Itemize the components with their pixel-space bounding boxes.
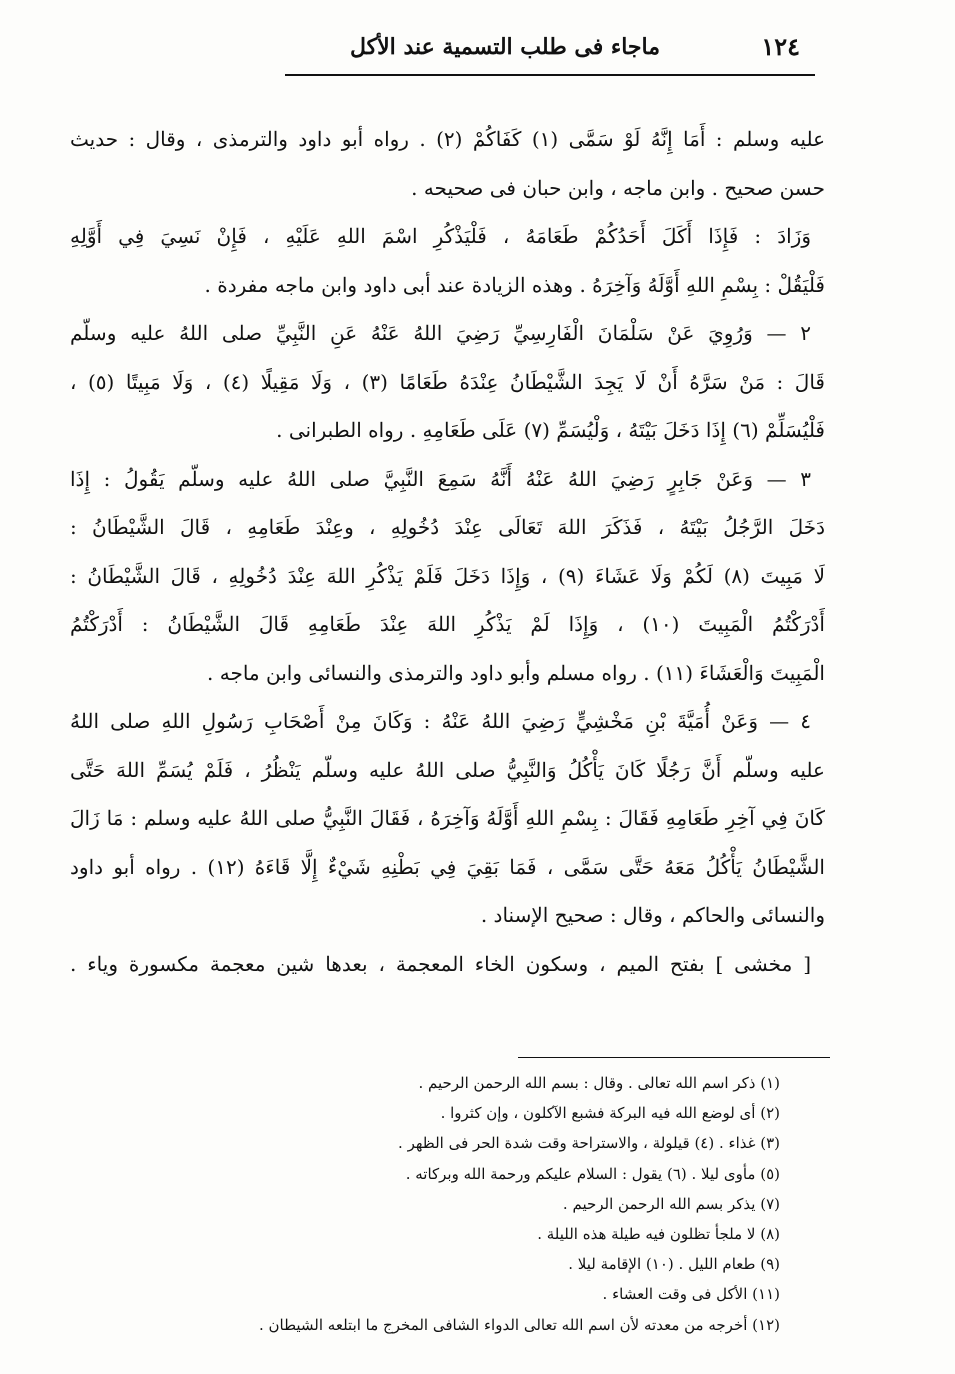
hadith-4-start: ٤ — وَعَنْ أُمَيَّةَ بْنِ مَخْشِيٍّ رَضِيَ اللهُ عَنْهُ : وَكَانَ مِنْ أَصْحَابِ رَسُولِ اللهِ صلى اللهُ [70,709,811,733]
text-line: فَلْيُسَلِّمْ (٦) إِذَا دَخَلَ بَيْتَهُ ، وَلْيُسَمِّ (٧) عَلَى طَعَامِهِ . رواه الطبرانى . [276,418,825,442]
text-line: الشَّيْطَانُ يَأْكُلُ مَعَهُ حَتَّى سَمَّى ، فَمَا بَقِيَ فِي بَطْنِهِ شَيْءٌ إِلَّا قَاءَهُ (١٢) . رواه أبو داود [70,854,825,879]
footnote: (١١) الأكل فى وقت العشاء . [602,1285,780,1304]
hadith-2-start: ٢ — وَرُوِيَ عَنْ سَلْمَانَ الْفَارِسِيِّ رَضِيَ اللهُ عَنْهُ عَنِ النَّبِيِّ صلى اللهُ عليه وسلّم [70,321,811,345]
text-line: الْمَبِيتَ وَالْعَشَاءَ (١١) . رواه مسلم وأبو داود والترمذى والنسائى وابن ماجه . [207,660,825,685]
header-rule [285,74,815,76]
footnote: (٩) طعام الليل . (١٠) الإقامة ليلا . [568,1255,780,1274]
footnote: (٥) مأوى ليلا . (٦) يقول : السلام عليكم ورحمة الله وبركاته . [405,1164,780,1183]
footnote: (٧) يذكر بسم الله الرحمن الرحيم . [562,1194,780,1213]
text-line: أَدْرَكْتُمُ الْمَبِيتَ (١٠) ، وَإِذَا لَمْ يَذْكُرِ اللهَ عِنْدَ طَعَامِهِ قَالَ الشَّيْطَانُ : أَدْرَكْتُمُ [70,612,825,636]
footnote: (٨) لا ملجأ تظلون فيه طيلة هذه الليلة . [537,1224,780,1243]
text-line: قَالَ : مَنْ سَرَّهُ أَنْ لَا يَجِدَ الشَّيْطَانُ عِنْدَهُ طَعَامًا (٣) ، وَلَا مَقِيلًا (٤) ، وَلَا مَبِيتًا (٥) ، [70,369,825,394]
text-line: حسن صحيح . وابن ماجه ، وابن حبان فى صحيحه . [411,175,825,200]
footnotes [150,1070,780,1342]
text-line: عليه وسلّم أَنَّ رَجُلًا كَانَ يَأْكُلُ وَالنَّبِيُّ صلى اللهُ عليه وسلّم يَنْظُرُ ، فَلَمْ يُسَمِّ اللهَ حَتَّى [70,757,825,782]
text-line: كَانَ فِي آخِرِ طَعَامِهِ فَقَالَ : بِسْمِ اللهِ أَوَّلَهُ وَآخِرَهُ ، فَقَالَ النَّبِيُّ صلى اللهُ عليه وسلم : مَا زَالَ [70,806,825,830]
hadith-3-start: ٣ — وَعَنْ جَابِرٍ رَضِيَ اللهُ عَنْهُ أَنَّهُ سَمِعَ النَّبِيَّ صلى اللهُ عليه وسلّم يَقُولُ : إِذَا [70,466,811,491]
gloss-line: [ مخشى ] بفتح الميم ، وسكون الخاء المعجمة ، بعدها شين معجمة مكسورة وياء . [70,951,811,976]
main-text [70,118,825,991]
page-header [285,28,800,70]
footnote: (١) ذكر اسم الله تعالى . وقال : بسم الله الرحمن الرحيم . [418,1074,780,1092]
text-line: فَلْيَقُلْ : بِسْمِ اللهِ أَوَّلَهُ وَآخِرَهُ . وهذه الزيادة عند أبى داود وابن ماجه مفردة . [204,272,825,297]
running-title: ماجاء فى طلب التسمية عند الأكل [349,34,661,60]
page-number: ١٢٤ [761,32,800,61]
text-line: وَزَادَ : فَإِذَا أَكَلَ أَحَدُكُمْ طَعَامَهُ ، فَلْيَذْكُرِ اسْمَ اللهِ عَلَيْهِ ، فَإِنْ نَسِيَ فِي أَوَّلِهِ [70,224,811,248]
text-line: عليه وسلم : أَمَا إِنَّهُ لَوْ سَمَّى (١) كَفَاكُمْ (٢) . رواه أبو داود والترمذى ، وقال : حديث [70,127,825,151]
text-line: لَا مَبِيتَ (٨) لَكُمْ وَلَا عَشَاءَ (٩) ، وَإِذَا دَخَلَ فَلَمْ يَذْكُرِ اللهَ عِنْدَ دُخُولِهِ ، قَالَ الشَّيْطَانُ : [70,563,825,588]
footnote: (١٢) أخرجه من معدته لأن اسم الله تعالى الدواء الشافى المخرج ما ابتلعه الشيطان . [258,1315,780,1334]
footnote-rule [518,1057,830,1058]
footnote: (٢) أى لوضع الله فيه البركة فشبع الآكلون ، وإن كثروا . [440,1104,780,1123]
text-line: والنسائى والحاكم ، وقال : صحيح الإسناد . [480,903,825,927]
text-line: دَخَلَ الرَّجُلُ بَيْتَهُ ، فَذَكَرَ اللهَ تَعَالَى عِنْدَ دُخُولِهِ ، وعِنْدَ طَعَامِهِ ، قَالَ الشَّيْطَانُ : [70,515,825,539]
footnote: (٣) غذاء . (٤) قيلولة ، والاستراحة وقت شدة الحر فى الظهر . [398,1134,780,1153]
